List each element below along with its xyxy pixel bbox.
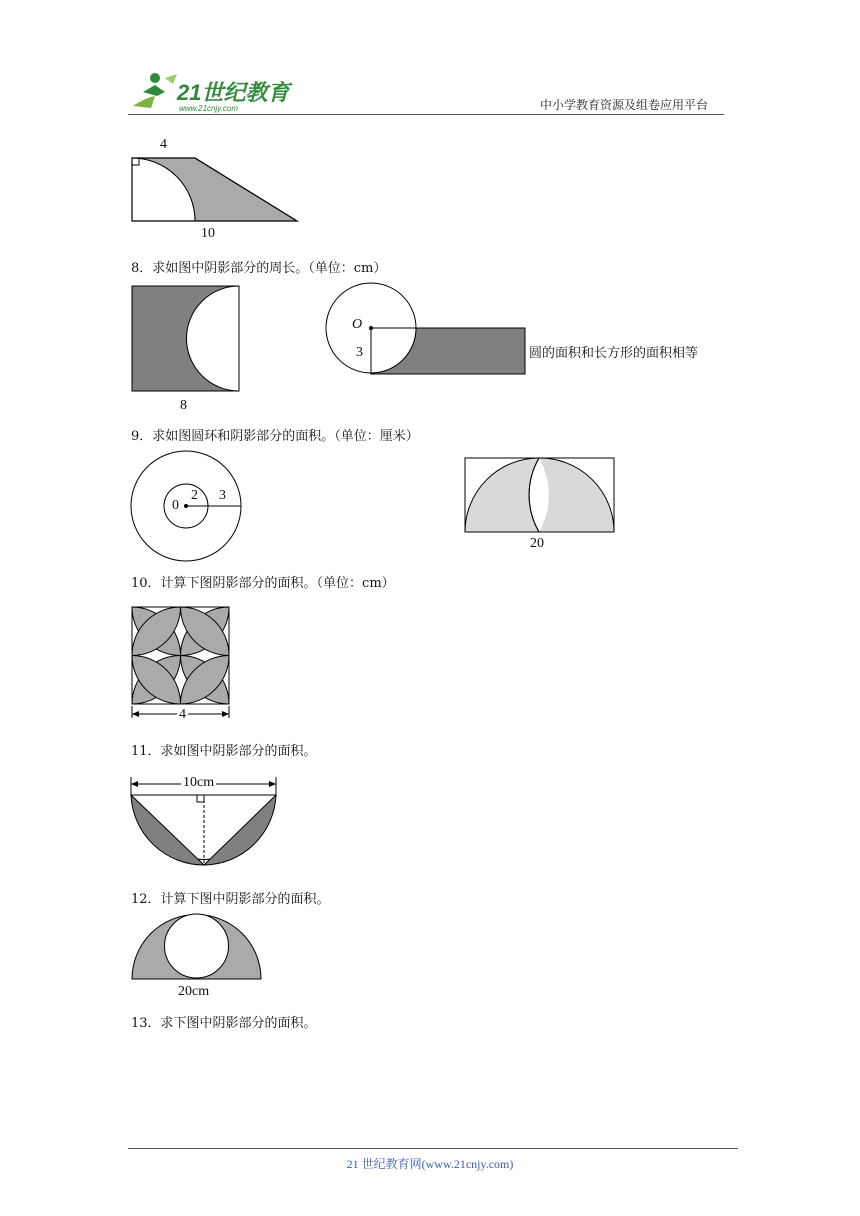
q9-center-label: 0 bbox=[172, 498, 179, 513]
q9-inner-label: 2 bbox=[191, 488, 198, 503]
question-12: 12．计算下图中阴影部分的面积。 bbox=[131, 892, 330, 907]
q10-width-label: 4 bbox=[179, 707, 186, 722]
footer-text[interactable]: 21 世纪教育网(www.21cnjy.com) bbox=[346, 1157, 514, 1171]
q7-top-label: 4 bbox=[160, 137, 167, 152]
question-13: 13．求下图中阴影部分的面积。 bbox=[131, 1016, 317, 1031]
q9-outer-label: 3 bbox=[219, 488, 226, 503]
question-8: 8．求如图中阴影部分的周长。（单位：cm） bbox=[131, 261, 387, 276]
q12-width-label: 20cm bbox=[178, 984, 210, 999]
svg-text:21世纪教育: 21世纪教育 bbox=[177, 80, 290, 105]
q7-bottom-label: 10 bbox=[201, 226, 215, 241]
q11-width-label: 10cm bbox=[183, 775, 215, 790]
q8-left-label: 8 bbox=[180, 398, 187, 413]
site-tagline: 中小学教育资源及组卷应用平台 bbox=[540, 98, 709, 112]
q8-note: 圆的面积和长方形的面积相等 bbox=[529, 346, 699, 361]
svg-text:www.21cnjy.com: www.21cnjy.com bbox=[179, 104, 238, 113]
footer-divider bbox=[128, 1148, 738, 1149]
q9-rect-label: 20 bbox=[530, 536, 544, 551]
question-10: 10．计算下图阴影部分的面积。（单位：cm） bbox=[131, 576, 395, 591]
q8-center-label: O bbox=[352, 317, 363, 332]
q8-radius-label: 3 bbox=[356, 345, 363, 360]
question-11: 11．求如图中阴影部分的面积。 bbox=[131, 744, 317, 759]
question-9: 9．求如图圆环和阴影部分的面积。（单位：厘米） bbox=[131, 429, 419, 444]
